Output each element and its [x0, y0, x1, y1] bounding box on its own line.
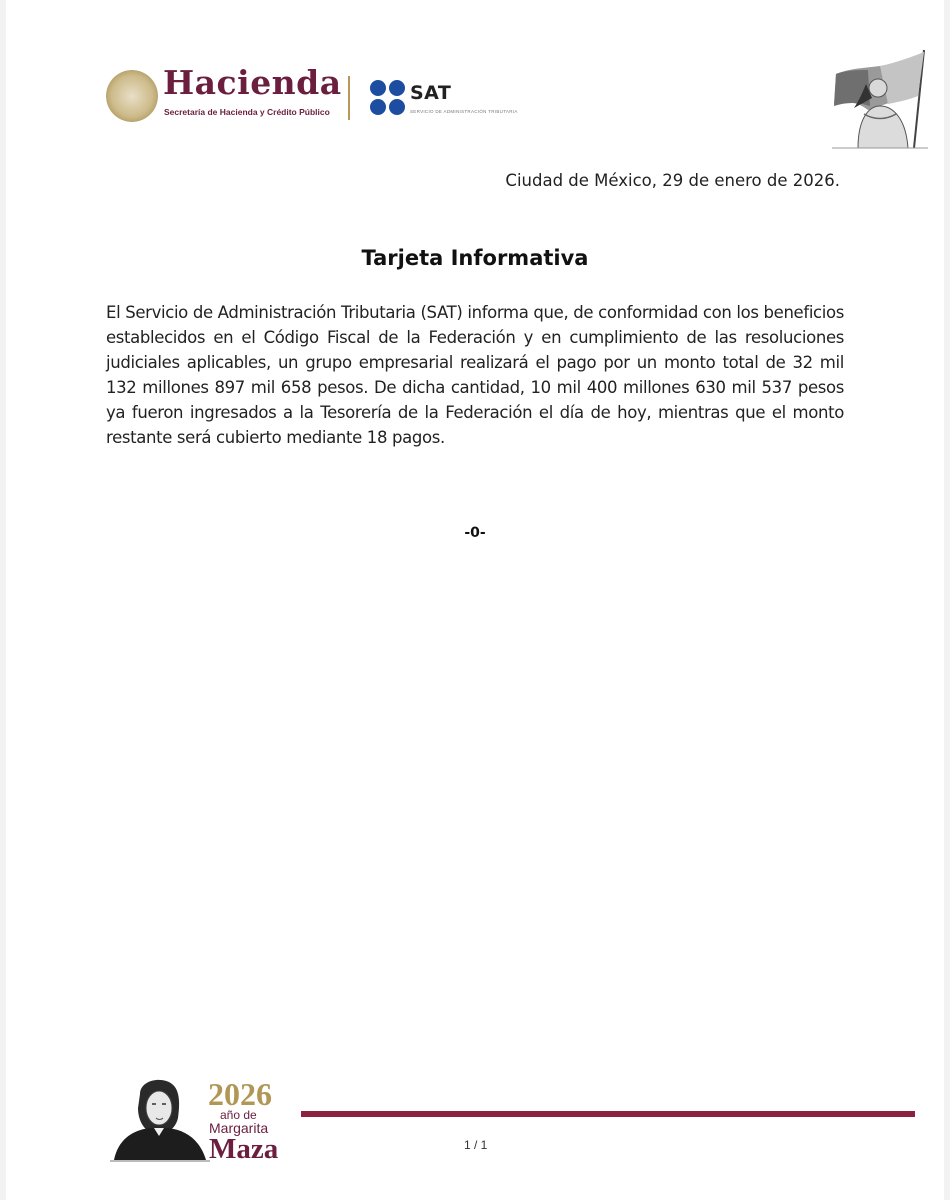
sat-logo-text: SAT [410, 82, 452, 104]
commemorative-line-3: Maza [209, 1133, 279, 1165]
document-body: El Servicio de Administración Tributaria (SAT) informa que, de conformidad con los beneficios establecidos en el Código Fiscal de la Federación y en cumplimiento de las resoluciones judiciales aplicables, un grupo empresarial realizará el pago por un monto total de 32 mil 132 millones 897 mil 658 pesos. De dicha cantidad, 10 mil 400 millones 630 mil 537 pesos ya fueron ingresados a la Tesorería de la Federación el día de hoy, mientras que el monto restante será cubierto mediante 18 pagos. [106, 303, 844, 447]
footer-divider-bar [301, 1111, 915, 1117]
heroine-with-flag-illustration [828, 44, 936, 152]
logo-divider [348, 76, 350, 120]
document-title: Tarjeta Informativa [361, 246, 589, 270]
sat-logo-subtitle: SERVICIO DE ADMINISTRACIÓN TRIBUTARIA [410, 109, 518, 114]
end-mark: -0- [464, 525, 486, 541]
mexican-coat-of-arms-icon [106, 70, 158, 122]
commemorative-line-2: Margarita [209, 1120, 269, 1136]
hacienda-logo-subtitle: Secretaría de Hacienda y Crédito Público [164, 107, 330, 117]
sat-four-dots-icon [370, 80, 406, 116]
commemorative-year: 2026 [208, 1076, 272, 1112]
document-date: Ciudad de México, 29 de enero de 2026. [505, 171, 840, 190]
margarita-maza-portrait [110, 1074, 210, 1162]
page-number: 1 / 1 [464, 1138, 488, 1152]
document-page [6, 0, 944, 1200]
commemorative-line-1: año de [220, 1108, 257, 1122]
hacienda-logo-text: Hacienda [163, 63, 342, 102]
